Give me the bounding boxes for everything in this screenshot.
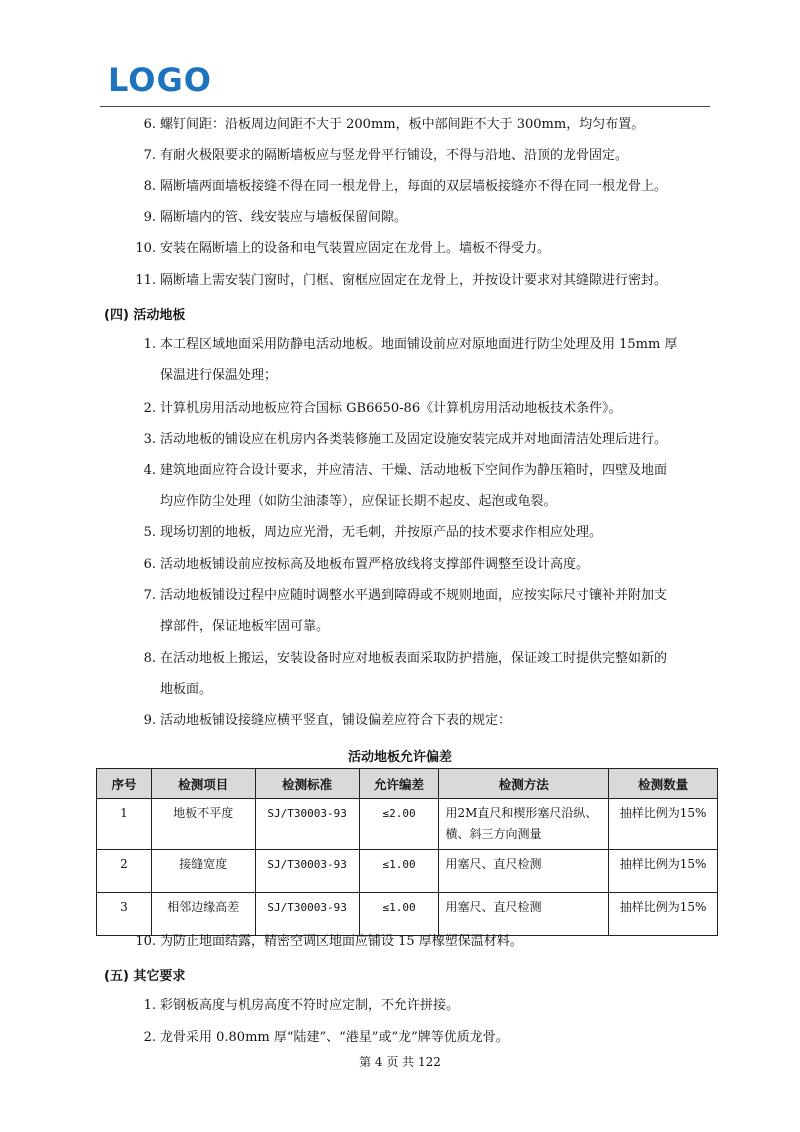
header-cell: 允许编差 xyxy=(359,769,439,799)
item-number: 8. xyxy=(143,651,156,666)
cell-method: 用2M直尺和楔形塞尺沿纵、横、斜三方向测量 xyxy=(439,799,609,850)
cell-standard: SJ/T30003-93 xyxy=(255,893,359,936)
cell-method: 用塞尺、直尺检测 xyxy=(439,893,609,936)
item-text: 为防止地面结露，精密空调区地面应铺设 15 厚橡塑保温材料。 xyxy=(160,934,523,949)
page-footer: 第 4 页 共 122 xyxy=(359,1055,441,1069)
item-text: 活动地板的铺设应在机房内各类装修施工及固定设施安装完成并对地面清洁处理后进行。 xyxy=(160,432,668,447)
item-text: 本工程区域地面采用防静电活动地板。地面铺设前应对原地面进行防尘处理及用 15mm 厚 xyxy=(160,337,678,352)
cell-tolerance: ≤1.00 xyxy=(359,850,439,893)
header-cell: 序号 xyxy=(97,769,152,799)
cell-item: 接缝宽度 xyxy=(151,850,255,893)
cell-tolerance: ≤2.00 xyxy=(359,799,439,850)
item-continuation: 地板面。 xyxy=(160,682,213,697)
item-text: 活动地板铺设接缝应横平竖直，铺设偏差应符合下表的规定： xyxy=(160,713,512,728)
item-text: 计算机房用活动地板应符合国标 GB6650-86《计算机房用活动地板技术条件》。 xyxy=(160,401,622,416)
header-cell: 检测标准 xyxy=(255,769,359,799)
logo xyxy=(108,64,210,98)
item-text: 活动地板铺设过程中应随时调整水平遇到障碍或不规则地面，应按实际尺寸镶补并附加支 xyxy=(160,588,668,603)
cell-item: 地板不平度 xyxy=(151,799,255,850)
cell-item: 相邻边缘高差 xyxy=(151,893,255,936)
item-continuation: 保温进行保温处理； xyxy=(160,368,278,383)
item-continuation: 均应作防尘处理（如防尘油漆等），应保证长期不起皮、起泡或龟裂。 xyxy=(160,494,557,509)
header-rule xyxy=(100,106,710,107)
item-number: 10. xyxy=(135,934,156,949)
item-text: 安装在隔断墙上的设备和电气装置应固定在龙骨上。墙板不得受力。 xyxy=(160,241,551,256)
item-text: 彩钢板高度与机房高度不符时应定制，不允许拼接。 xyxy=(160,998,460,1013)
item-number: 7. xyxy=(143,588,156,603)
item-text: 隔断墙上需安装门窗时，门框、窗框应固定在龙骨上，并按设计要求对其缝隙进行密封。 xyxy=(160,273,668,288)
item-text: 活动地板铺设前应按标高及地板布置严格放线将支撑部件调整至设计高度。 xyxy=(160,557,590,572)
item-number: 8. xyxy=(143,179,156,194)
section-heading: (五) 其它要求 xyxy=(104,969,186,984)
table-row xyxy=(97,799,718,850)
item-number: 9. xyxy=(143,210,156,225)
item-number: 1. xyxy=(143,337,156,352)
item-text: 在活动地板上搬运，安装设备时应对地板表面采取防护措施，保证竣工时提供完整如新的 xyxy=(160,651,668,666)
item-text: 龙骨采用 0.80mm 厚“陆建”、“港星”或”龙”牌等优质龙骨。 xyxy=(160,1030,509,1045)
cell-standard: SJ/T30003-93 xyxy=(255,850,359,893)
table-row xyxy=(97,850,718,893)
section-heading: (四) 活动地板 xyxy=(104,308,186,323)
item-number: 5. xyxy=(143,525,156,540)
table-caption: 活动地板允许偏差 xyxy=(347,750,452,765)
item-number: 3. xyxy=(143,432,156,447)
item-text: 隔断墙两面墙板接缝不得在同一根龙骨上，每面的双层墙板接缝亦不得在同一根龙骨上。 xyxy=(160,179,668,194)
item-number: 6. xyxy=(143,557,156,572)
item-number: 7. xyxy=(143,148,156,163)
header-cell: 检测方法 xyxy=(439,769,609,799)
item-text: 螺钉间距：沿板周边间距不大于 200mm，板中部间距不大于 300mm，均匀布置。 xyxy=(160,117,645,132)
item-text: 建筑地面应符合设计要求，并应清洁、干燥、活动地板下空间作为静压箱时，四壁及地面 xyxy=(160,463,668,478)
item-text: 有耐火极限要求的隔断墙板应与竖龙骨平行铺设，不得与沿地、沿顶的龙骨固定。 xyxy=(160,148,629,163)
cell-seq: 2 xyxy=(97,850,152,893)
item-number: 10. xyxy=(135,241,156,256)
cell-method: 用塞尺、直尺检测 xyxy=(439,850,609,893)
item-number: 6. xyxy=(143,117,156,132)
table-header-row xyxy=(97,769,718,799)
item-continuation: 撑部件，保证地板牢固可靠。 xyxy=(160,619,330,634)
item-text: 隔断墙内的管、线安装应与墙板保留间隙。 xyxy=(160,210,408,225)
cell-quantity: 抽样比例为15% xyxy=(609,893,718,936)
tolerance-table xyxy=(96,768,718,936)
cell-quantity: 抽样比例为15% xyxy=(609,799,718,850)
logo-text: LOGO xyxy=(108,64,210,94)
item-text: 现场切割的地板，周边应光滑，无毛刺，并按原产品的技术要求作相应处理。 xyxy=(160,525,603,540)
item-number: 9. xyxy=(143,713,156,728)
cell-seq: 1 xyxy=(97,799,152,850)
item-number: 11. xyxy=(135,273,156,288)
cell-quantity: 抽样比例为15% xyxy=(609,850,718,893)
item-number: 2. xyxy=(143,401,156,416)
header-cell: 检测项目 xyxy=(151,769,255,799)
cell-standard: SJ/T30003-93 xyxy=(255,799,359,850)
header-cell: 检测数量 xyxy=(609,769,718,799)
cell-seq: 3 xyxy=(97,893,152,936)
item-number: 1. xyxy=(143,998,156,1013)
item-number: 2. xyxy=(143,1030,156,1045)
cell-tolerance: ≤1.00 xyxy=(359,893,439,936)
item-number: 4. xyxy=(143,463,156,478)
